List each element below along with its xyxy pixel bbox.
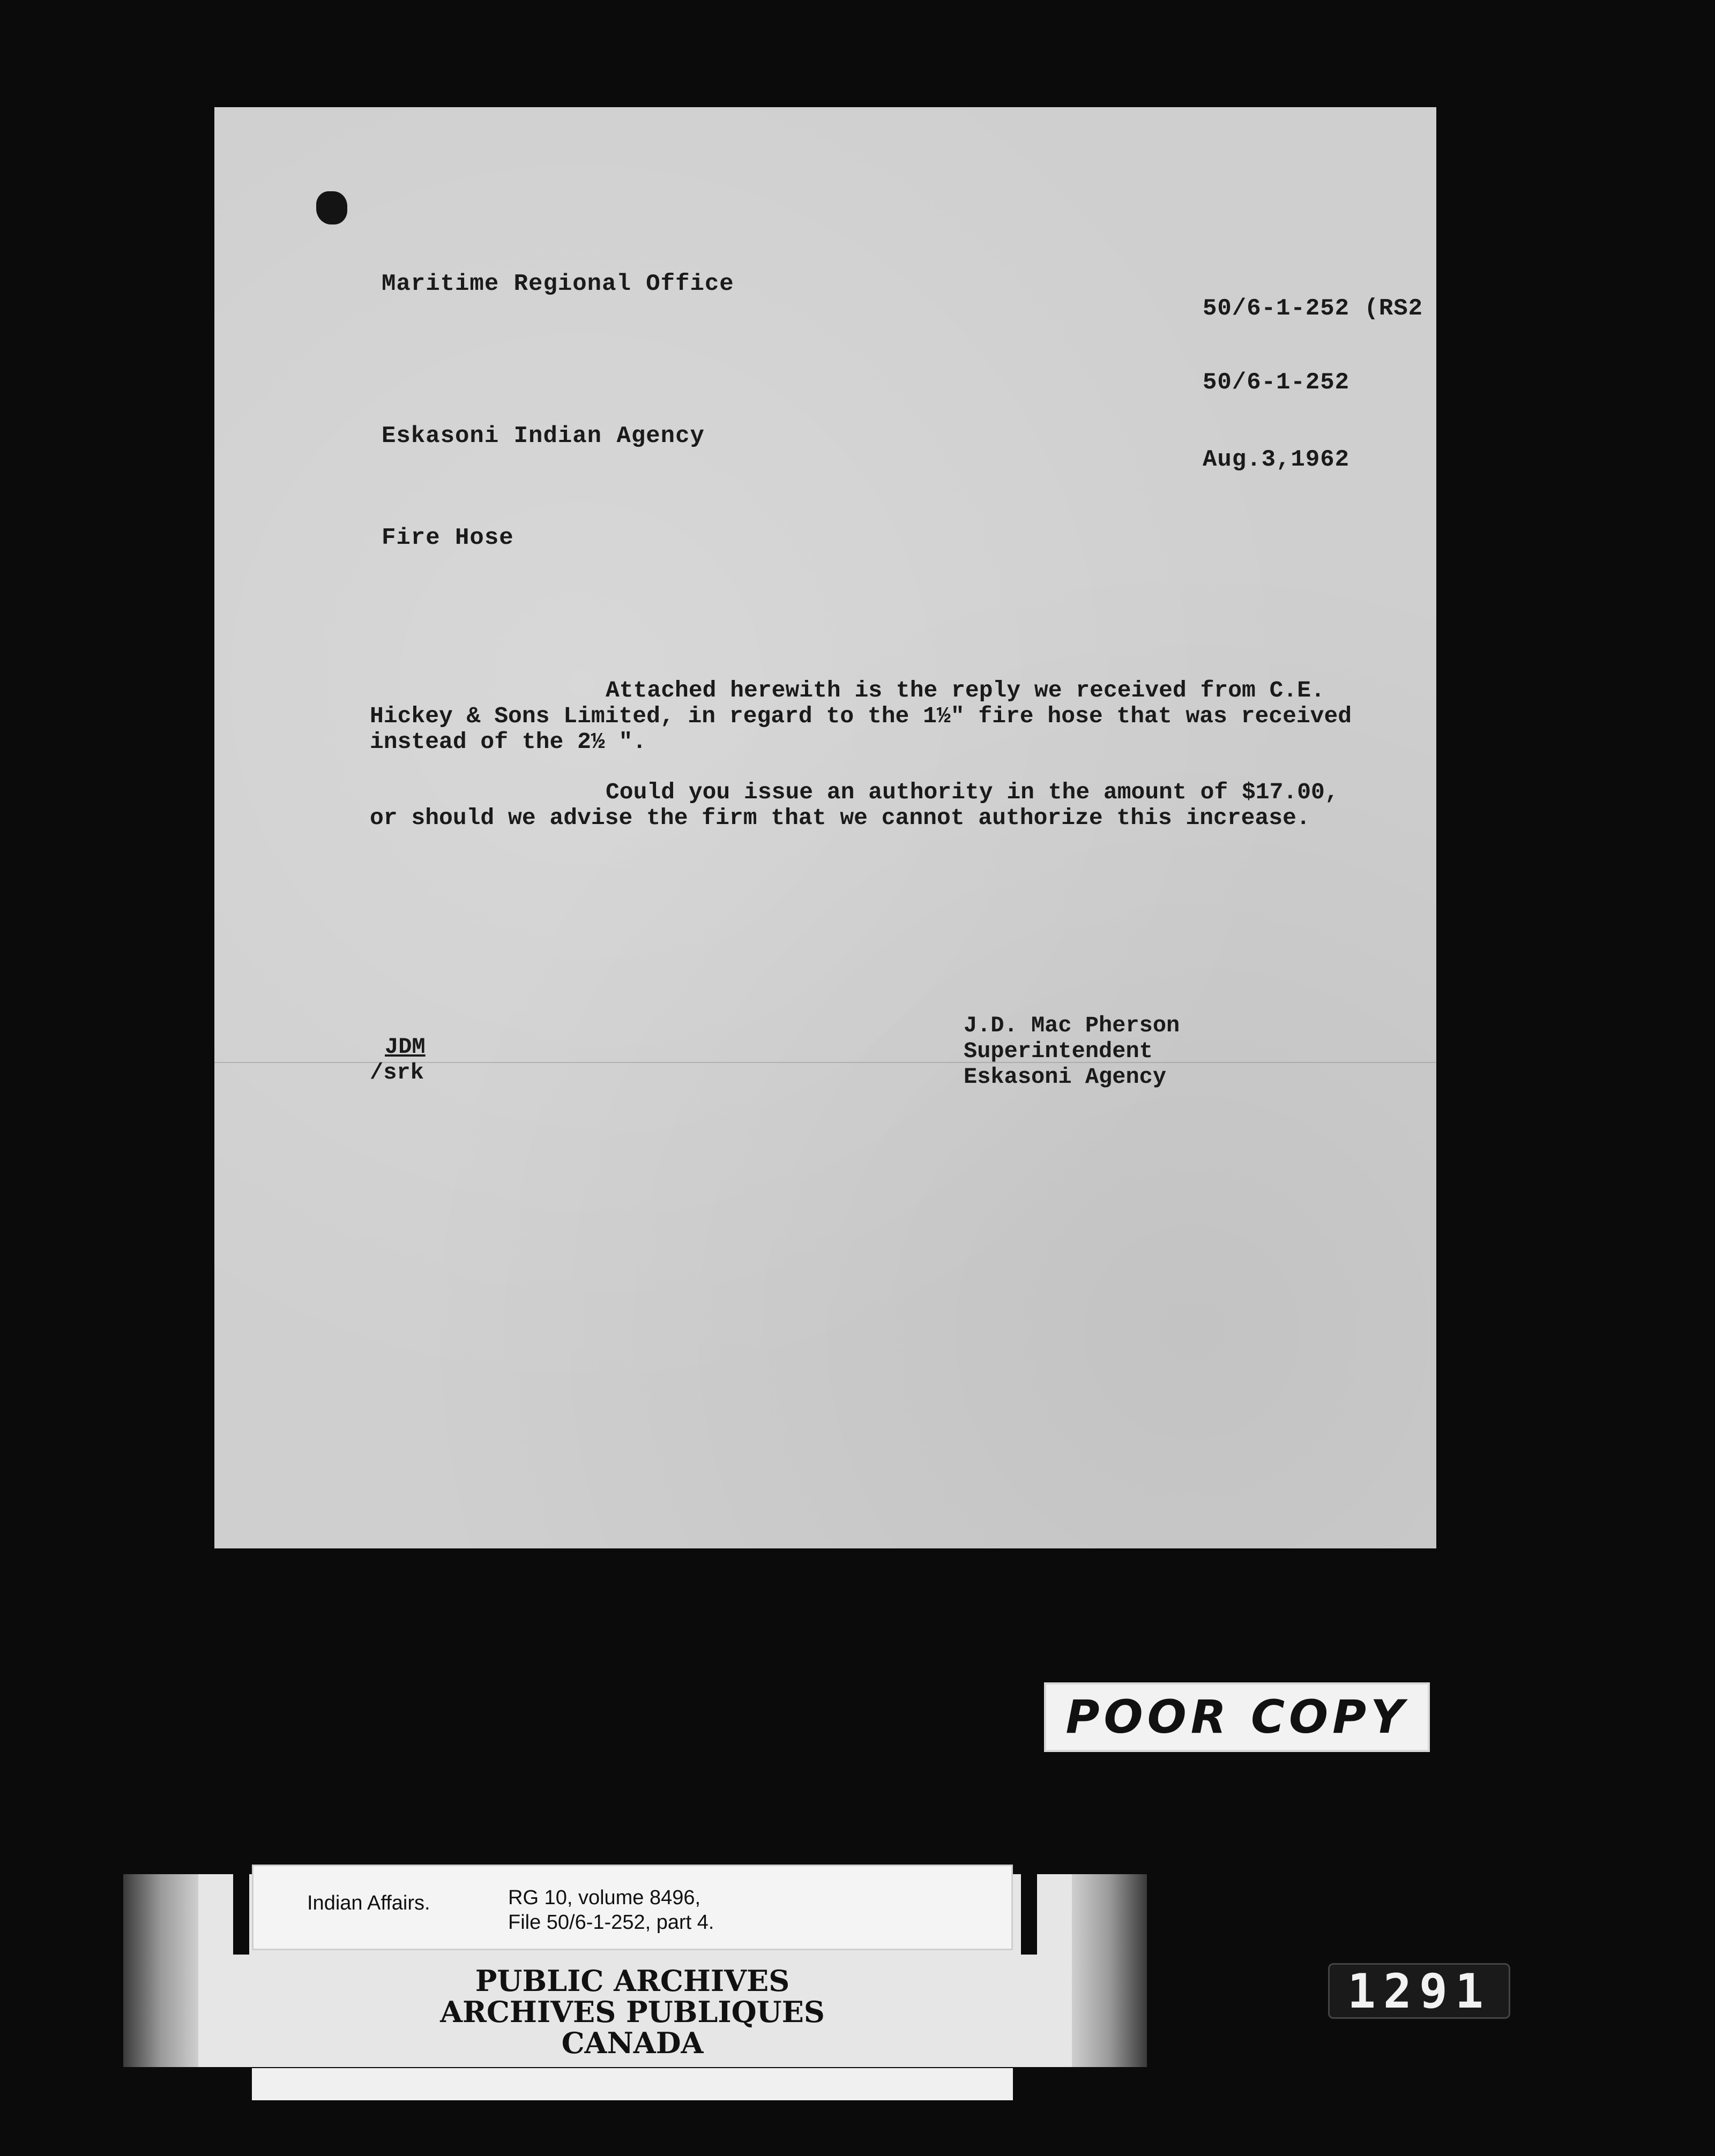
file-reference-secondary: 50/6-1-252 [1203, 369, 1350, 396]
signatory-title: Superintendent [964, 1038, 1153, 1064]
poor-copy-stamp [1044, 1682, 1430, 1752]
punch-hole [316, 191, 347, 224]
archives-title-en: PUBLIC ARCHIVES [475, 1964, 790, 1998]
initials-author: JDM [385, 1034, 426, 1060]
letter-subject: Fire Hose [382, 525, 514, 551]
initials-typist: /srk [370, 1060, 424, 1086]
archives-country: CANADA [561, 2026, 704, 2060]
signatory-name: J.D. Mac Pherson [964, 1013, 1180, 1038]
sender-office: Eskasoni Indian Agency [382, 423, 705, 450]
frame-notch-left [233, 1874, 249, 1955]
archives-title [252, 1965, 1013, 2058]
archive-bottom-strip [252, 2068, 1013, 2100]
frame-right-edge [1072, 1874, 1147, 2067]
frame-notch-right [1021, 1874, 1037, 1955]
signature-block [964, 1013, 1180, 1090]
archive-department: Indian Affairs. [307, 1892, 430, 1914]
poor-copy-stamp-text: POOR COPY [1065, 1690, 1408, 1744]
file-reference-primary: 50/6-1-252 (RS2 [1203, 295, 1423, 322]
frame-counter-value: 1291 [1347, 1963, 1491, 2019]
body-paragraph-2: Could you issue an authority in the amount of $17.00, or should we advise the firm that we cannot authorize this increase. [370, 779, 1339, 831]
archive-reference-card [252, 1865, 1013, 1950]
archives-title-fr: ARCHIVES PUBLIQUES [440, 1995, 825, 2029]
letter-date: Aug.3,1962 [1203, 446, 1350, 473]
frame-left-edge [123, 1874, 198, 2067]
archive-reference-volume: RG 10, volume 8496, [508, 1886, 701, 1909]
archive-reference [508, 1885, 714, 1935]
letter-page [214, 107, 1436, 1548]
typist-initials [370, 1034, 426, 1086]
body-paragraph-1: Attached herewith is the reply we received from C.E. Hickey & Sons Limited, in regard to the 1½" fire hose that was received instead of the 2½ ". [370, 677, 1352, 755]
recipient-office: Maritime Regional Office [382, 271, 734, 297]
signatory-office: Eskasoni Agency [964, 1064, 1167, 1090]
archive-reference-file: File 50/6-1-252, part 4. [508, 1911, 714, 1934]
frame-counter [1328, 1963, 1510, 2019]
